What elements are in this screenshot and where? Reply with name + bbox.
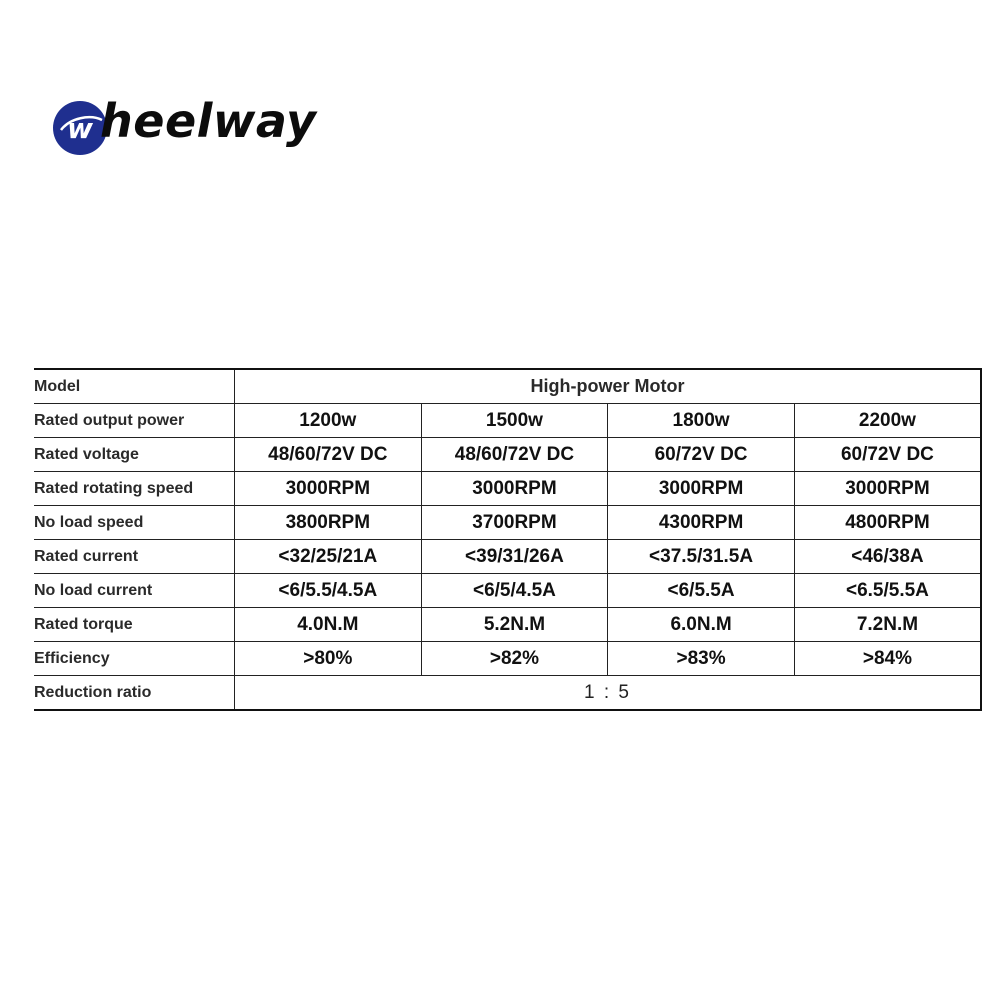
cell-value: 4300RPM (608, 506, 795, 540)
row-label: Rated voltage (34, 438, 235, 472)
table-row (34, 540, 981, 574)
cell-value: 3800RPM (235, 506, 422, 540)
cell-value: 6.0N.M (608, 608, 795, 642)
reduction-ratio-label: Reduction ratio (34, 676, 235, 711)
cell-value: 1200w (235, 404, 422, 438)
cell-value: <6.5/5.5A (794, 574, 981, 608)
table-row (34, 642, 981, 676)
row-label: Rated current (34, 540, 235, 574)
cell-value: 4800RPM (794, 506, 981, 540)
logo-mark-letter: w (67, 112, 93, 145)
logo-text: heelway (100, 94, 317, 148)
cell-value: 1500w (421, 404, 608, 438)
cell-value: >83% (608, 642, 795, 676)
cell-value: 2200w (794, 404, 981, 438)
cell-value: 3000RPM (608, 472, 795, 506)
cell-value: 3000RPM (421, 472, 608, 506)
cell-value: <39/31/26A (421, 540, 608, 574)
table-row (34, 574, 981, 608)
reduction-ratio-value: 1 : 5 (235, 676, 982, 711)
cell-value: <46/38A (794, 540, 981, 574)
cell-value: <6/5.5/4.5A (235, 574, 422, 608)
cell-value: 7.2N.M (794, 608, 981, 642)
table-row (34, 506, 981, 540)
cell-value: 5.2N.M (421, 608, 608, 642)
row-label: Rated rotating speed (34, 472, 235, 506)
model-label: Model (34, 369, 235, 404)
cell-value: <6/5/4.5A (421, 574, 608, 608)
table-footer-row (34, 676, 981, 711)
row-label: Efficiency (34, 642, 235, 676)
cell-value: <6/5.5A (608, 574, 795, 608)
table-row (34, 404, 981, 438)
cell-value: 4.0N.M (235, 608, 422, 642)
cell-value: >82% (421, 642, 608, 676)
cell-value: 3000RPM (235, 472, 422, 506)
table-row (34, 608, 981, 642)
cell-value: 60/72V DC (794, 438, 981, 472)
row-label: No load current (34, 574, 235, 608)
cell-value: >84% (794, 642, 981, 676)
table-header-row (34, 369, 981, 404)
model-value: High-power Motor (235, 369, 982, 404)
row-label: No load speed (34, 506, 235, 540)
cell-value: <37.5/31.5A (608, 540, 795, 574)
cell-value: <32/25/21A (235, 540, 422, 574)
cell-value: 60/72V DC (608, 438, 795, 472)
cell-value: 48/60/72V DC (235, 438, 422, 472)
table-row (34, 472, 981, 506)
cell-value: 3000RPM (794, 472, 981, 506)
row-label: Rated torque (34, 608, 235, 642)
cell-value: 48/60/72V DC (421, 438, 608, 472)
cell-value: 3700RPM (421, 506, 608, 540)
cell-value: 1800w (608, 404, 795, 438)
row-label: Rated output power (34, 404, 235, 438)
motor-spec-table (34, 368, 982, 711)
cell-value: >80% (235, 642, 422, 676)
brand-logo (52, 94, 332, 160)
table-row (34, 438, 981, 472)
